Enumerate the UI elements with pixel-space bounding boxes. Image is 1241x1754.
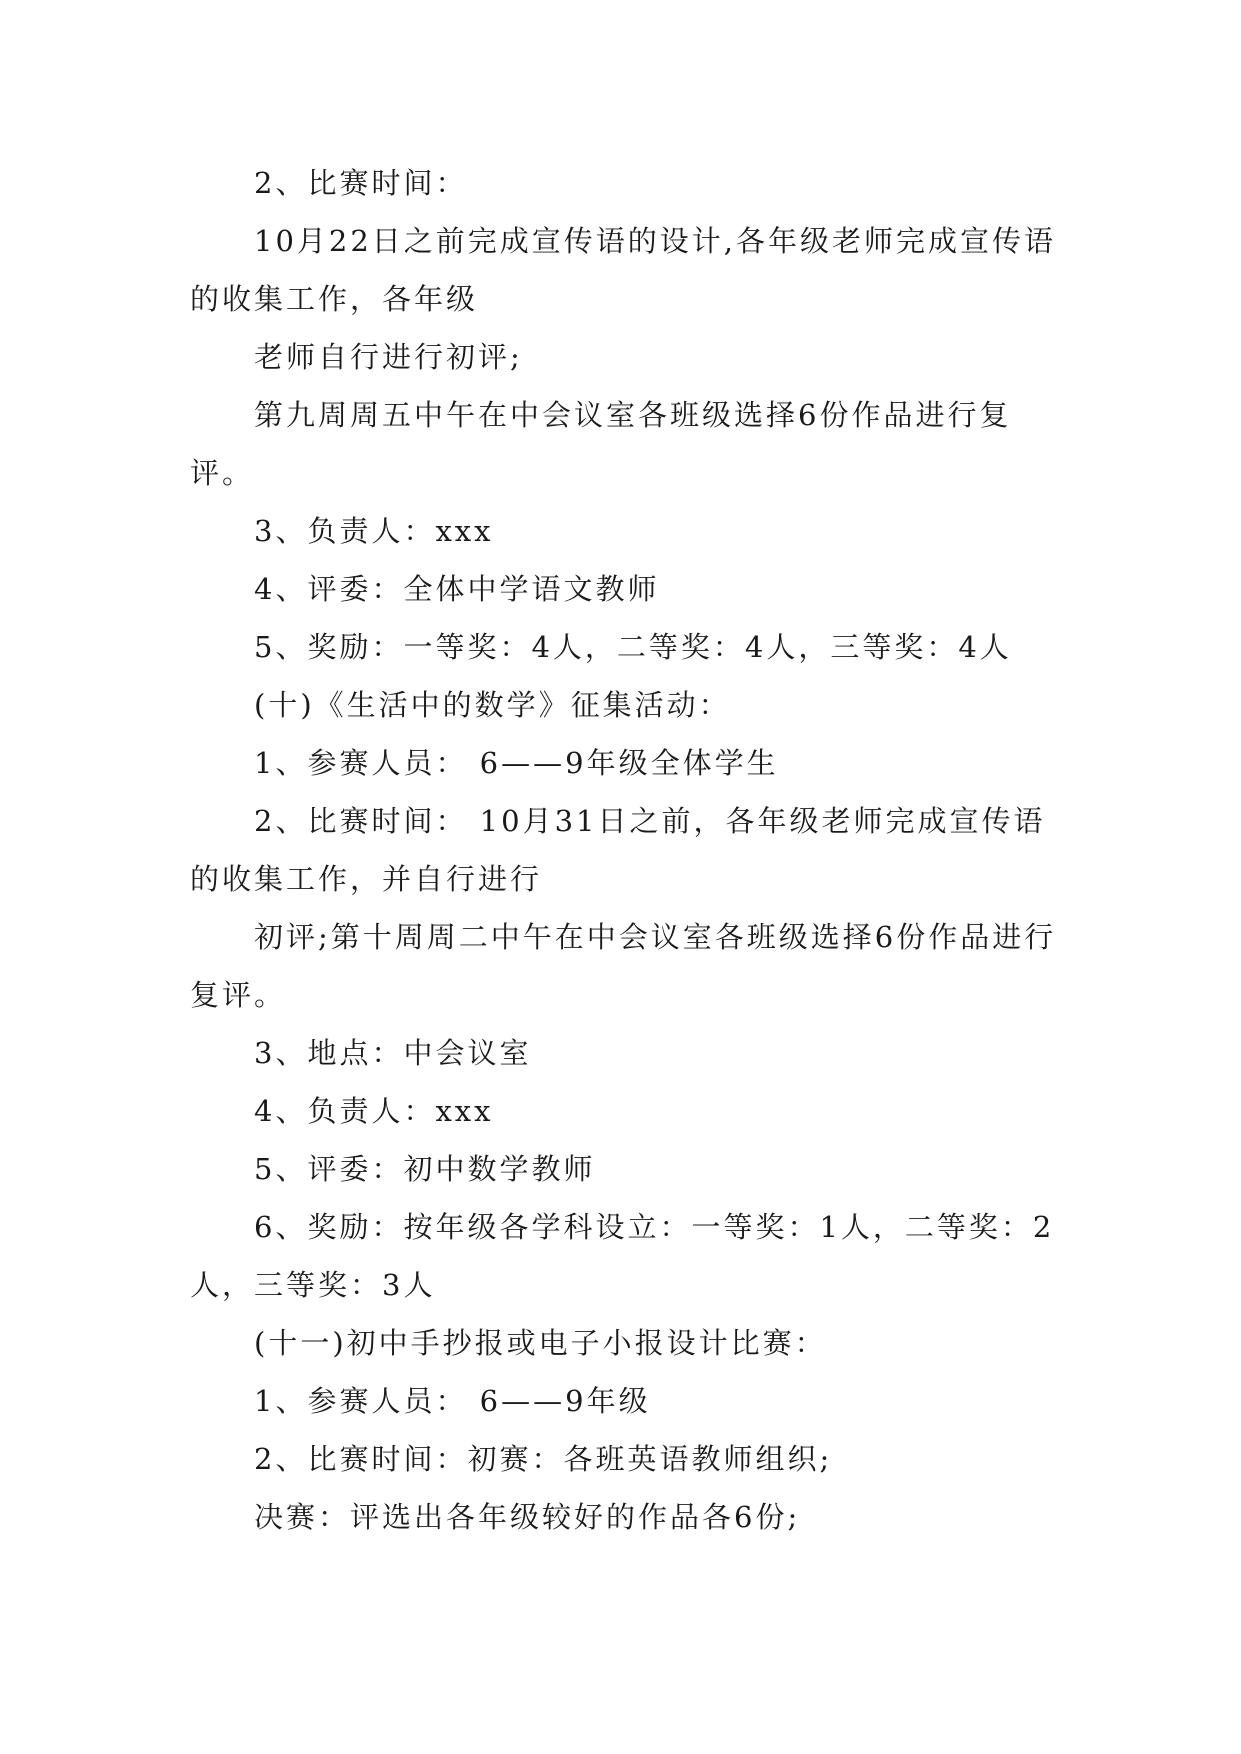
paragraph: 6、奖励：按年级各学科设立：一等奖：1人，二等奖：2人，三等奖：3人 bbox=[190, 1210, 1055, 1302]
paragraph: 2、比赛时间： 10月31日之前，各年级老师完成宣传语的收集工作，并自行进行 bbox=[190, 804, 1046, 896]
paragraph: 初评;第十周周二中午在中会议室各班级选择6份作品进行复评。 bbox=[190, 920, 1057, 1012]
paragraph: 5、奖励：一等奖：4人，二等奖：4人，三等奖：4人 bbox=[254, 630, 1012, 664]
paragraph: 3、负责人：xxx bbox=[254, 514, 494, 548]
paragraph: 3、地点：中会议室 bbox=[254, 1036, 532, 1070]
paragraph: 4、负责人：xxx bbox=[254, 1094, 494, 1128]
paragraph: 2、比赛时间： bbox=[254, 166, 468, 200]
paragraph: 1、参赛人员： 6——9年级 bbox=[254, 1384, 651, 1418]
paragraph: 决赛：评选出各年级较好的作品各6份; bbox=[254, 1500, 801, 1534]
paragraph: 1、参赛人员： 6——9年级全体学生 bbox=[254, 746, 779, 780]
paragraph: 5、评委：初中数学教师 bbox=[254, 1152, 596, 1186]
section-heading: (十一)初中手抄报或电子小报设计比赛： bbox=[254, 1326, 827, 1360]
paragraph: 10月22日之前完成宣传语的设计,各年级老师完成宣传语的收集工作，各年级 bbox=[190, 224, 1057, 316]
paragraph: 4、评委：全体中学语文教师 bbox=[254, 572, 660, 606]
paragraph: 2、比赛时间：初赛：各班英语教师组织; bbox=[254, 1442, 833, 1476]
paragraph: 老师自行进行初评; bbox=[254, 340, 523, 374]
document-body bbox=[190, 154, 1070, 1546]
paragraph: 第九周周五中午在中会议室各班级选择6份作品进行复评。 bbox=[190, 398, 1012, 490]
section-heading: (十)《生活中的数学》征集活动： bbox=[254, 688, 731, 722]
